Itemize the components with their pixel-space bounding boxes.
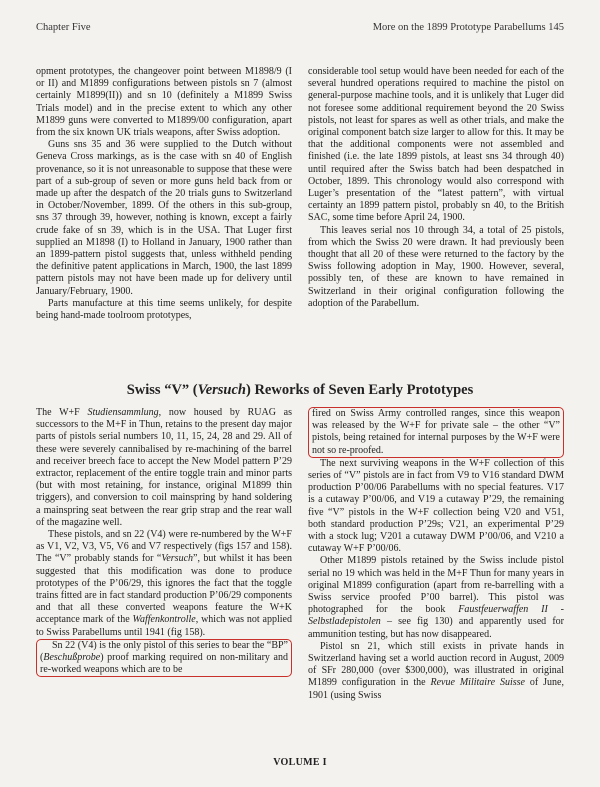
chapter-label: Chapter Five (36, 22, 91, 33)
bottom-right-column (308, 407, 564, 702)
paragraph: The next surviving weapons in the W+F collection of this series of “V” pistols are in fact from V9 to V16 standard DWM production P’00/06 Parabellums with no special features. V17 is a cutaway P’00/06, and V19 a cutaway P’29, the remaining five “V” pistols in the W+F collection being V20 and V51, both standard production P’29s; V21, an experimental P’29 with a stock lug; V201 a cutaway DWM P’00/06, and V210 a cutaway W+F P’00/06. (308, 457, 564, 555)
running-header (36, 22, 564, 33)
top-left-column (36, 66, 292, 322)
paragraph: opment prototypes, the changeover point between M1898/9 (I or II) and M1899 configurations between pistols sn 7 (almost certainly M1899(II)) and sn 10 (definitely a M1899 Swiss Trials model) and in the precise extent to which any other M1899 guns were converted to M1899/00 configuration, apart from the six known UK trials weapons, after Swiss adoption. (36, 66, 292, 139)
page-title-and-number: More on the 1899 Prototype Parabellums 145 (372, 22, 564, 33)
highlighted-paragraph: Sn 22 (V4) is the only pistol of this series to bear the “BP” (Beschußprobe) proof marking required on non-military and re-worked weapons which are to be (36, 639, 292, 678)
section-heading: Swiss “V” (Versuch) Reworks of Seven Early Prototypes (126, 382, 474, 398)
paragraph: This leaves serial nos 10 through 34, a total of 25 pistols, from which the Swiss 20 were drawn. It had previously been thought that all 20 of these were returned to the factory by the Swiss following adoption in May, 1900. However, several, possibly ten, of these are known to have remained in Switzerland in their original configuration following the adoption of the Parabellum. (308, 224, 564, 309)
paragraph: The W+F Studiensammlung, now housed by RUAG as successors to the M+F in Thun, retains to the present day major parts of pistols serial numbers 10, 11, 15, 24, 28 and 29. All of these were severely cannibalised by re-machining of the barrel and receiver breech face to accept the New Model pattern P’29 extractor, replacement of the entire toggle train and minor parts (but with most retaining, for instance, original M1899 thin triggers), and conversion to coil mainspring by hand soldering a mainspring seat between the rear grip strap and the rear wall of the magazine well. (36, 407, 292, 528)
top-right-column (308, 66, 564, 322)
bottom-columns (36, 407, 564, 702)
paragraph: considerable tool setup would have been needed for each of the several hundred operations required to machine the pistol on general-purpose machine tools, and it is unlikely that Luger did not foresee some additional requirement beyond the 20 Swiss pistols, not least for spares as well as other trials, and make the original component batch size larger to allow for this. It may be that the additional components were not assembled and finished (i.e. the late 1899 pistols, at least sns 34 through 40) until required after the Swiss batch had been despatched in October, 1899. This chronology would also correspond with Luger’s presentation of the “latest pattern”, with virtual certainty an 1899 pattern pistol, probably sn 40, to the British SAC, some time before April 24, 1900. (308, 66, 564, 224)
paragraph: Guns sns 35 and 36 were supplied to the Dutch without Geneva Cross markings, as is the case with sn 40 of English provenance, so it is not unreasonable to suppose that these were part of a sub-group of seven or more guns held back from or made up after the despatch of the 20 trials guns to Switzerland in October/November, 1899. Of the others in this sub-group, sns 37 through 39, however, nothing is known, except a fairly crude fake of sn 39, which is in the USA. That Luger first supplied an M1898 (I) to Holland in January, 1900 rather than an 1899-pattern pistol suggests that, unless withheld pending the definitive patent applications in March, 1900, the last 1899 pattern pistols may not have been made up for delivery until January/February, 1900. (36, 139, 292, 297)
highlighted-paragraph: fired on Swiss Army controlled ranges, since this weapon was released by the W+F for private sale – the other “V” pistols, being retained for internal purposes by the W+F were not so re-proofed. (308, 407, 564, 458)
bottom-left-column (36, 407, 292, 702)
paragraph: Other M1899 pistols retained by the Swiss include pistol serial no 19 which was held in the M+F Thun for many years in original M1899 configuration (apart from re-barrelling with a Swiss service proofed P’00 barrel). This pistol was photographed for the book Faustfeuerwaffen II - Selbstladepistolen – see fig 130) and apparently used for ammunition testing, but has now disappeared. (308, 555, 564, 640)
paragraph: Pistol sn 21, which still exists in private hands in Switzerland having set a world auction record in August, 2009 of SFr 280,000 (over $300,000), was illustrated in original M1899 configuration in the Revue Militaire Suisse of June, 1901 (using Swiss (308, 640, 564, 701)
paragraph: Parts manufacture at this time seems unlikely, for despite being hand-made toolroom prototypes, (36, 297, 292, 322)
paragraph: These pistols, and sn 22 (V4) were re-numbered by the W+F as V1, V2, V3, V5, V6 and V7 respectively (figs 157 and 158). The “V” probably stands for “Versuch”, but whilst it has been suggested that this modification was done to produce prototypes of the P’06/29, this ignores the fact that the toggle trains fitted are in fact standard production P’06/29 components and that all these converted weapons feature the W+K acceptance mark of the Waffenkontrolle, which was not applied to Swiss Parabellums until 1941 (fig 158). (36, 529, 292, 638)
volume-footer: VOLUME I (273, 757, 327, 768)
top-columns (36, 66, 564, 322)
